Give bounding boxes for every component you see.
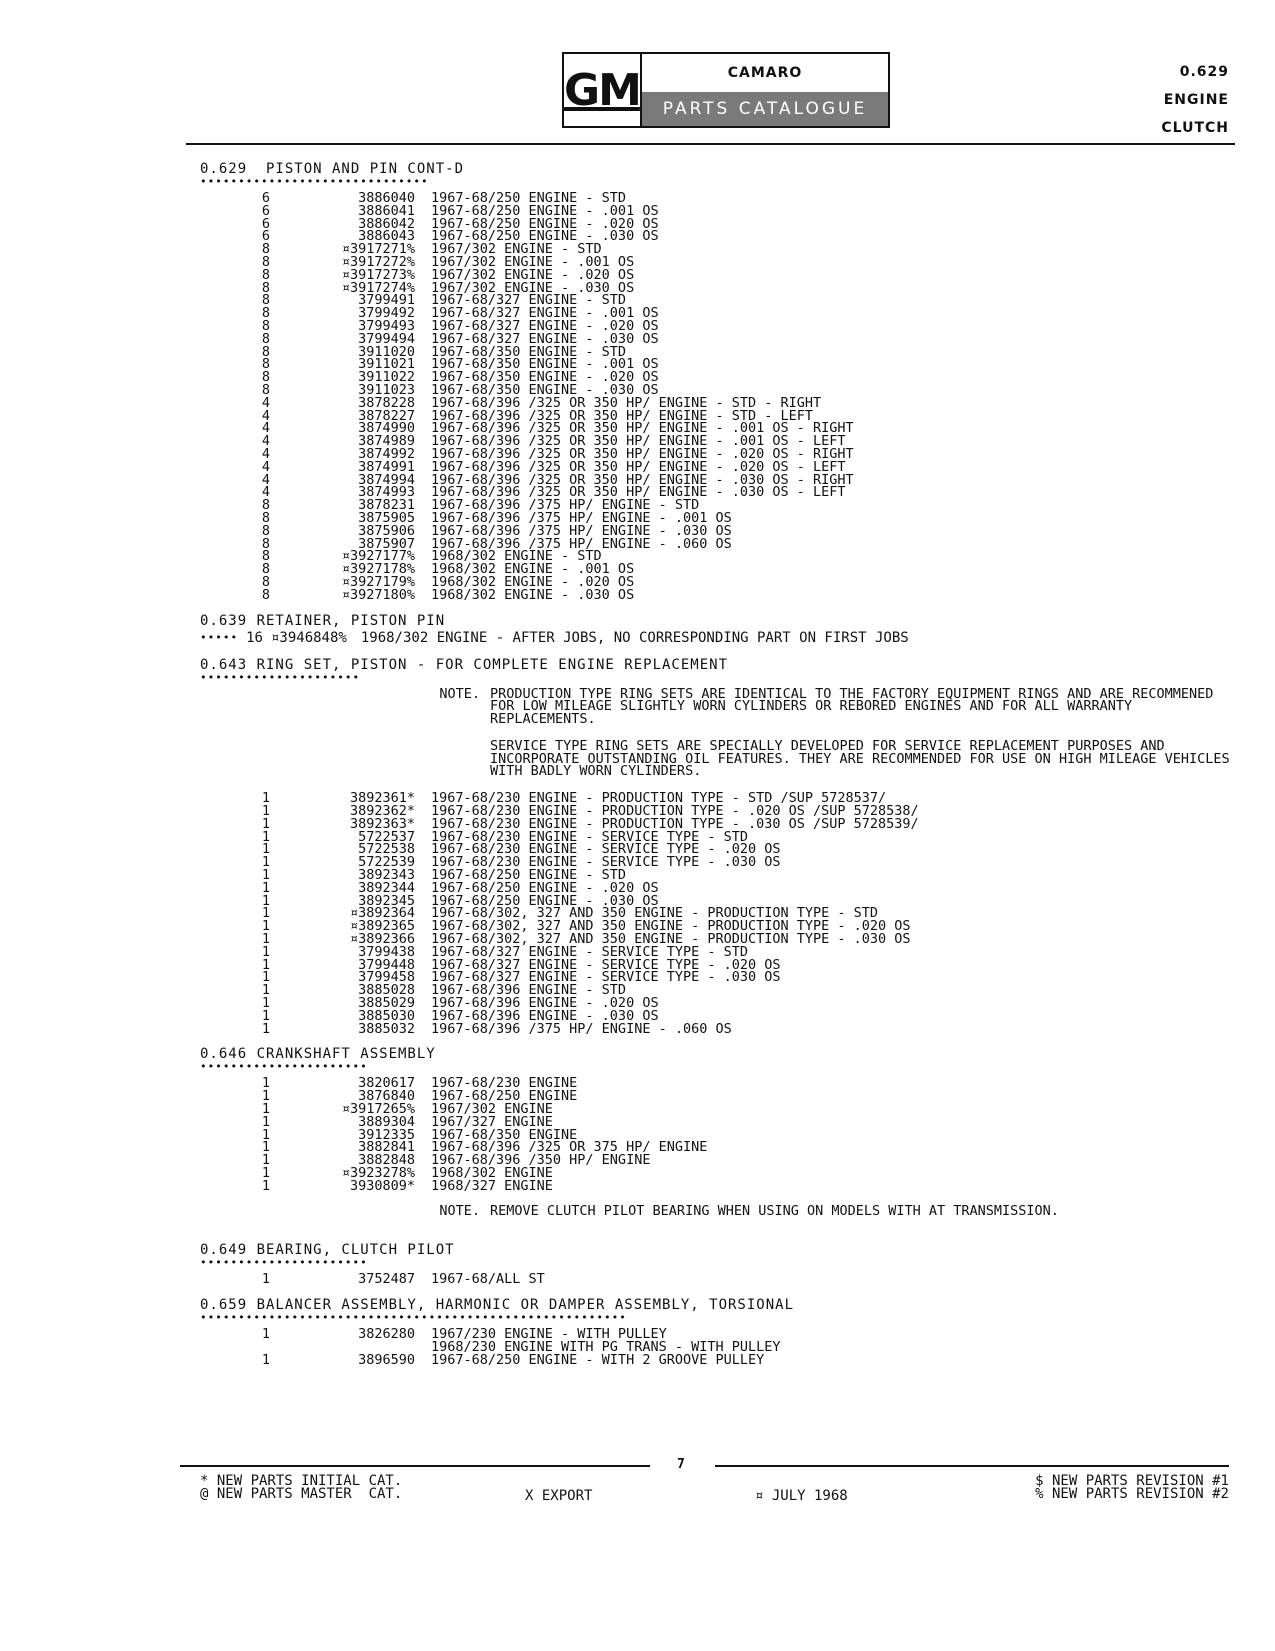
section-title: 0.643 RING SET, PISTON - FOR COMPLETE ENGINE REPLACEMENT bbox=[200, 656, 729, 673]
part-number: 5722537 bbox=[358, 828, 415, 845]
part-description: 1968/230 ENGINE WITH PG TRANS - WITH PULLEY bbox=[431, 1338, 781, 1355]
quantity: 1 bbox=[261, 918, 270, 935]
quantity: 8 bbox=[261, 330, 270, 347]
part-description: 1968/302 ENGINE - .020 OS bbox=[431, 573, 635, 590]
quantity: 1 bbox=[261, 1326, 270, 1343]
parts-row bbox=[200, 307, 1240, 320]
parts-row bbox=[200, 586, 1240, 603]
section-note bbox=[200, 685, 1240, 793]
quantity: 4 bbox=[261, 420, 270, 437]
part-number: 3874991 bbox=[358, 458, 415, 475]
quantity: 4 bbox=[261, 471, 270, 488]
quantity: 8 bbox=[261, 317, 270, 334]
quantity: 4 bbox=[261, 445, 270, 462]
legend-initial-cat: * NEW PARTS INITIAL CAT. bbox=[200, 1473, 403, 1489]
parts-row bbox=[200, 1177, 1240, 1194]
part-description: 1967/302 ENGINE - .001 OS bbox=[431, 253, 635, 270]
model-name: CAMARO bbox=[727, 65, 803, 81]
quantity: 8 bbox=[261, 561, 270, 578]
part-number: 3875905 bbox=[358, 509, 415, 526]
part-number: 3892345 bbox=[358, 892, 415, 909]
part-number: 3878227 bbox=[358, 407, 415, 424]
parts-row bbox=[200, 869, 1240, 882]
part-description: 1968/302 ENGINE bbox=[431, 1165, 553, 1181]
part-number: ¤3917273% bbox=[341, 266, 415, 283]
part-number: 3911022 bbox=[358, 369, 415, 386]
part-number: 5722538 bbox=[358, 841, 415, 858]
part-number: ¤3946848% bbox=[270, 629, 347, 646]
note-text bbox=[490, 685, 1240, 793]
part-description: 1967-68/396 ENGINE - .020 OS bbox=[431, 995, 659, 1012]
part-number: ¤3927180% bbox=[341, 586, 415, 603]
parts-row bbox=[200, 997, 1240, 1010]
part-number: 3911023 bbox=[358, 381, 415, 398]
gm-logo-text: GM bbox=[564, 64, 640, 116]
quantity: 6 bbox=[261, 202, 270, 219]
part-description: 1967/302 ENGINE - .020 OS bbox=[431, 266, 635, 283]
quantity: 8 bbox=[261, 509, 270, 526]
quantity: 1 bbox=[261, 879, 270, 896]
legend-left bbox=[200, 1475, 402, 1501]
quantity: 8 bbox=[261, 522, 270, 539]
part-description: 1967-68/327 ENGINE - SERVICE TYPE - .020 OS bbox=[431, 956, 781, 973]
quantity: 1 bbox=[261, 956, 270, 973]
part-number: 3886042 bbox=[358, 215, 415, 232]
part-description: 1967-68/302, 327 AND 350 ENGINE - PRODUCTION TYPE - STD bbox=[431, 905, 879, 922]
quantity: 1 bbox=[261, 1101, 270, 1118]
parts-listing bbox=[200, 160, 1240, 1377]
section-title: 0.639 RETAINER, PISTON PIN bbox=[200, 612, 446, 629]
part-number: 3886041 bbox=[358, 202, 415, 219]
quantity: 4 bbox=[261, 394, 270, 411]
parts-row bbox=[200, 202, 1240, 219]
part-description: 1968/327 ENGINE bbox=[431, 1177, 553, 1194]
part-number: 3874990 bbox=[358, 420, 415, 437]
quantity: 16 bbox=[246, 629, 263, 646]
parts-row bbox=[200, 879, 1240, 896]
part-description: 1967-68/396 /375 HP/ ENGINE - .030 OS bbox=[431, 522, 732, 539]
parts-row bbox=[200, 971, 1240, 984]
part-description: 1967-68/250 ENGINE - STD bbox=[431, 867, 627, 884]
part-description: 1967-68/250 ENGINE - .020 OS bbox=[431, 879, 659, 896]
parts-row bbox=[200, 343, 1240, 360]
part-description: 1967-68/327 ENGINE - SERVICE TYPE - STD bbox=[431, 943, 748, 960]
part-description: 1967-68/250 ENGINE - STD bbox=[431, 190, 627, 206]
part-number: ¤3923278% bbox=[341, 1165, 415, 1181]
part-number: 3882841 bbox=[358, 1139, 415, 1156]
quantity: 8 bbox=[261, 497, 270, 514]
parts-row bbox=[200, 215, 1240, 232]
quantity bbox=[200, 1341, 270, 1354]
quantity: 1 bbox=[261, 1075, 270, 1092]
parts-row bbox=[200, 1103, 1240, 1116]
part-description: 1967-68/396 /375 HP/ ENGINE - STD bbox=[431, 497, 700, 514]
section-title: 0.629 PISTON AND PIN CONT-D bbox=[200, 161, 465, 177]
quantity: 1 bbox=[261, 931, 270, 948]
quantity: 8 bbox=[261, 279, 270, 296]
quantity: 1 bbox=[261, 905, 270, 922]
catalogue-date: ¤ JULY 1968 bbox=[755, 1488, 848, 1504]
note-label: NOTE. bbox=[439, 685, 480, 702]
part-description: 1967/327 ENGINE bbox=[431, 1113, 553, 1130]
parts-row bbox=[200, 1273, 1240, 1286]
note-paragraph: PRODUCTION TYPE RING SETS ARE IDENTICAL TO THE FACTORY EQUIPMENT RINGS AND ARE RECOMMENED FOR LOW MILEAGE SLIGHTLY WORN CYLINDERS OR REBORED ENGINES AND FOR ALL WARRANTY REPLACEMENTS. bbox=[490, 685, 1214, 728]
part-description: 1967/302 ENGINE bbox=[431, 1101, 553, 1118]
footer-rule-right bbox=[715, 1465, 1229, 1467]
part-description: 1967-68/396 /325 OR 350 HP/ ENGINE - STD - RIGHT bbox=[431, 394, 822, 411]
part-number: ¤3917265% bbox=[341, 1101, 415, 1118]
quantity: 8 bbox=[261, 535, 270, 552]
part-number: 3892343 bbox=[358, 867, 415, 884]
catalogue-section bbox=[200, 656, 1240, 1036]
quantity: 4 bbox=[261, 484, 270, 501]
part-number: 3892363* bbox=[349, 815, 415, 832]
part-number: 3892362* bbox=[349, 803, 415, 820]
quantity: 8 bbox=[261, 253, 270, 270]
part-number: 5722539 bbox=[358, 854, 415, 871]
part-description: 1967-68/250 ENGINE - WITH 2 GROOVE PULLEY bbox=[431, 1351, 765, 1368]
part-number: 3885030 bbox=[358, 1007, 415, 1024]
part-number: 3875906 bbox=[358, 522, 415, 539]
parts-row bbox=[200, 192, 1240, 205]
quantity: 4 bbox=[261, 458, 270, 475]
legend-master-cat: @ NEW PARTS MASTER CAT. bbox=[200, 1486, 403, 1502]
part-number: 3799491 bbox=[358, 292, 415, 309]
quantity: 1 bbox=[261, 969, 270, 986]
part-number: 3885029 bbox=[358, 995, 415, 1012]
legend-revision-1: $ NEW PARTS REVISION #1 bbox=[1035, 1473, 1229, 1489]
part-description: 1967-68/327 ENGINE - .001 OS bbox=[431, 305, 659, 322]
part-number: 3874994 bbox=[358, 471, 415, 488]
dot-leader: ••••• bbox=[200, 630, 239, 644]
part-description: 1967-68/396 /325 OR 350 HP/ ENGINE - STD - LEFT bbox=[431, 407, 814, 424]
legend-export: X EXPORT bbox=[525, 1488, 593, 1504]
quantity: 8 bbox=[261, 586, 270, 603]
part-description: 1967/302 ENGINE - .030 OS bbox=[431, 279, 635, 296]
section-note bbox=[200, 1202, 1240, 1232]
part-number: 3799458 bbox=[358, 969, 415, 986]
catalogue-section bbox=[200, 1045, 1240, 1231]
part-number: 3874992 bbox=[358, 445, 415, 462]
part-description: 1967-68/250 ENGINE bbox=[431, 1088, 578, 1105]
part-number: 3799448 bbox=[358, 956, 415, 973]
part-description: 1967-68/396 /350 HP/ ENGINE bbox=[431, 1152, 651, 1169]
parts-row bbox=[200, 1351, 1240, 1368]
part-number: 3912335 bbox=[358, 1126, 415, 1143]
part-description: 1967-68/327 ENGINE - .020 OS bbox=[431, 317, 659, 334]
parts-row bbox=[200, 1020, 1240, 1037]
part-number: 3799492 bbox=[358, 305, 415, 322]
parts-row bbox=[200, 358, 1240, 371]
dot-leader: •••••••••••••••••••••• bbox=[200, 1256, 368, 1270]
page-number: 7 bbox=[677, 1457, 685, 1472]
parts-row bbox=[200, 279, 1240, 296]
quantity: 1 bbox=[261, 982, 270, 999]
part-description: 1967-68/396 /375 HP/ ENGINE - .060 OS bbox=[431, 535, 732, 552]
part-description: 1967-68/230 ENGINE - PRODUCTION TYPE - .020 OS /SUP 5728538/ bbox=[431, 803, 919, 820]
header-rule bbox=[186, 143, 1235, 145]
parts-row bbox=[200, 1113, 1240, 1130]
part-description: 1967-68/250 ENGINE - .001 OS bbox=[431, 202, 659, 219]
part-description: 1967-68/396 /325 OR 350 HP/ ENGINE - .001 OS - LEFT bbox=[431, 433, 846, 450]
part-description: 1967-68/396 /325 OR 350 HP/ ENGINE - .001 OS - RIGHT bbox=[431, 420, 854, 437]
part-description: 1967-68/230 ENGINE - SERVICE TYPE - .030 OS bbox=[431, 854, 781, 871]
part-description: 1967-68/250 ENGINE - .020 OS bbox=[431, 215, 659, 232]
part-description: 1967/302 ENGINE - STD bbox=[431, 241, 602, 258]
part-number: ¤3892365 bbox=[349, 918, 415, 935]
part-number: 3911020 bbox=[358, 343, 415, 360]
quantity: 1 bbox=[261, 815, 270, 832]
quantity: 8 bbox=[261, 292, 270, 309]
part-description: 1967-68/396 /325 OR 350 HP/ ENGINE - .030 OS - RIGHT bbox=[431, 471, 854, 488]
quantity: 8 bbox=[261, 548, 270, 565]
header-section-info bbox=[1161, 58, 1229, 142]
footer-rule-left bbox=[180, 1465, 650, 1467]
part-description: 1967-68/350 ENGINE - STD bbox=[431, 343, 627, 360]
part-description: 1967-68/350 ENGINE - .020 OS bbox=[431, 369, 659, 386]
quantity: 1 bbox=[261, 1177, 270, 1194]
parts-row bbox=[200, 1077, 1240, 1090]
quantity: 4 bbox=[261, 407, 270, 424]
quantity: 1 bbox=[261, 790, 270, 807]
part-number: 3878231 bbox=[358, 497, 415, 514]
header-subgroup: CLUTCH bbox=[1161, 120, 1229, 136]
part-description: 1967-68/350 ENGINE - .001 OS bbox=[431, 356, 659, 373]
part-description: 1967-68/230 ENGINE - SERVICE TYPE - .020 OS bbox=[431, 841, 781, 858]
quantity: 8 bbox=[261, 356, 270, 373]
part-number: ¤3917272% bbox=[341, 253, 415, 270]
catalogue-section bbox=[200, 612, 1240, 646]
quantity: 8 bbox=[261, 305, 270, 322]
quantity: 1 bbox=[261, 1113, 270, 1130]
catalogue-section bbox=[200, 1241, 1240, 1286]
gm-logo-block bbox=[562, 52, 890, 128]
part-number: 3892344 bbox=[358, 879, 415, 896]
parts-row bbox=[200, 1141, 1240, 1154]
note-label: NOTE. bbox=[439, 1202, 480, 1219]
quantity: 1 bbox=[261, 1152, 270, 1169]
parts-row bbox=[200, 1126, 1240, 1143]
quantity: 1 bbox=[261, 1271, 270, 1288]
quantity: 6 bbox=[261, 228, 270, 245]
part-number: 3911021 bbox=[358, 356, 415, 373]
note-paragraph: SERVICE TYPE RING SETS ARE SPECIALLY DEVELOPED FOR SERVICE REPLACEMENT PURPOSES AND INCORPORATE OUTSTANDING OIL FEATURES. THEY ARE RECOMMENDED FOR USE ON HIGH MILEAGE VEHICLES WITH BADLY WORN CYLINDERS. bbox=[490, 737, 1230, 780]
parts-row bbox=[200, 984, 1240, 997]
part-number: 3896590 bbox=[358, 1351, 415, 1368]
part-description: 1967-68/302, 327 AND 350 ENGINE - PRODUCTION TYPE - .030 OS bbox=[431, 931, 911, 948]
part-number: ¤3927177% bbox=[341, 548, 415, 565]
part-number: 3820617 bbox=[358, 1075, 415, 1092]
part-number: 3882848 bbox=[358, 1152, 415, 1169]
part-number: 3889304 bbox=[358, 1113, 415, 1130]
quantity: 6 bbox=[261, 190, 270, 206]
section-title: 0.659 BALANCER ASSEMBLY, HARMONIC OR DAMPER ASSEMBLY, TORSIONAL bbox=[200, 1297, 795, 1314]
section-title: 0.646 CRANKSHAFT ASSEMBLY bbox=[200, 1046, 436, 1063]
quantity: 1 bbox=[261, 943, 270, 960]
part-number: ¤3927178% bbox=[341, 561, 415, 578]
part-number: 3799438 bbox=[358, 943, 415, 960]
quantity: 4 bbox=[261, 433, 270, 450]
quantity: 1 bbox=[261, 1139, 270, 1156]
part-number: ¤3917274% bbox=[341, 279, 415, 296]
legend-right bbox=[1035, 1475, 1229, 1501]
parts-row bbox=[200, 630, 1240, 646]
quantity: 8 bbox=[261, 241, 270, 258]
catalogue-name: PARTS CATALOGUE bbox=[642, 92, 888, 126]
part-number: 3752487 bbox=[358, 1271, 415, 1288]
quantity: 1 bbox=[261, 828, 270, 845]
header-code: 0.629 bbox=[1179, 64, 1229, 80]
part-description: 1967-68/396 ENGINE - .030 OS bbox=[431, 1007, 659, 1024]
catalogue-section bbox=[200, 1296, 1240, 1366]
part-number: ¤3892364 bbox=[349, 905, 415, 922]
part-number: ¤3917271% bbox=[341, 241, 415, 258]
quantity: 1 bbox=[261, 1165, 270, 1181]
note-paragraph: REMOVE CLUTCH PILOT BEARING WHEN USING ON MODELS WITH AT TRANSMISSION. bbox=[490, 1202, 1059, 1219]
quantity: 1 bbox=[261, 1351, 270, 1368]
quantity: 1 bbox=[261, 1088, 270, 1105]
dot-leader: •••••••••••••••••••••••••••••• bbox=[200, 175, 429, 188]
part-description: 1967-68/230 ENGINE - PRODUCTION TYPE - .030 OS /SUP 5728539/ bbox=[431, 815, 919, 832]
part-number: 3799493 bbox=[358, 317, 415, 334]
parts-row bbox=[200, 856, 1240, 869]
quantity: 6 bbox=[261, 215, 270, 232]
part-description: 1967-68/327 ENGINE - SERVICE TYPE - .030 OS bbox=[431, 969, 781, 986]
part-description: 1967-68/396 ENGINE - STD bbox=[431, 982, 627, 999]
part-description: 1967-68/230 ENGINE bbox=[431, 1075, 578, 1092]
quantity: 1 bbox=[261, 892, 270, 909]
part-number: 3930809* bbox=[349, 1177, 415, 1194]
catalogue-section bbox=[200, 160, 1240, 602]
part-description: 1968/302 ENGINE - STD bbox=[431, 548, 602, 565]
quantity: 1 bbox=[261, 995, 270, 1012]
part-description: 1967/230 ENGINE - WITH PULLEY bbox=[431, 1326, 667, 1343]
part-number: ¤3927179% bbox=[341, 573, 415, 590]
dot-leader: •••••••••••••••••••••••••••••••••••••••••••••••••••••••• bbox=[200, 1311, 627, 1325]
parts-row bbox=[200, 330, 1240, 347]
part-description: 1967-68/396 /325 OR 350 HP/ ENGINE - .020 OS - RIGHT bbox=[431, 445, 854, 462]
part-number: 3886040 bbox=[358, 190, 415, 206]
legend-revision-2: % NEW PARTS REVISION #2 bbox=[1035, 1486, 1229, 1502]
quantity: 8 bbox=[261, 369, 270, 386]
part-description: 1967-68/327 ENGINE - .030 OS bbox=[431, 330, 659, 347]
part-description: 1968/302 ENGINE - .030 OS bbox=[431, 586, 635, 603]
part-description: 1967-68/396 /375 HP/ ENGINE - .001 OS bbox=[431, 509, 732, 526]
part-number: ¤3892366 bbox=[349, 931, 415, 948]
part-number: 3886043 bbox=[358, 228, 415, 245]
header-group: ENGINE bbox=[1163, 92, 1229, 108]
part-description: 1967-68/250 ENGINE - .030 OS bbox=[431, 892, 659, 909]
part-number: 3885028 bbox=[358, 982, 415, 999]
quantity: 1 bbox=[261, 1126, 270, 1143]
part-description: 1968/302 ENGINE - .001 OS bbox=[431, 561, 635, 578]
parts-row bbox=[200, 371, 1240, 384]
quantity: 1 bbox=[261, 854, 270, 871]
gm-logo bbox=[564, 54, 642, 126]
part-description: 1967-68/396 /375 HP/ ENGINE - .060 OS bbox=[431, 1020, 732, 1037]
parts-row bbox=[200, 317, 1240, 334]
part-description: 1967-68/ALL ST bbox=[431, 1271, 545, 1288]
part-number: 3885032 bbox=[358, 1020, 415, 1037]
part-number: 3876840 bbox=[358, 1088, 415, 1105]
quantity: 1 bbox=[261, 1007, 270, 1024]
part-number: 3878228 bbox=[358, 394, 415, 411]
quantity: 1 bbox=[261, 867, 270, 884]
quantity: 1 bbox=[261, 1020, 270, 1037]
dot-leader: ••••••••••••••••••••• bbox=[200, 670, 361, 684]
section-title: 0.649 BEARING, CLUTCH PILOT bbox=[200, 1242, 455, 1259]
part-description: 1967-68/302, 327 AND 350 ENGINE - PRODUCTION TYPE - .020 OS bbox=[431, 918, 911, 935]
note-text bbox=[490, 1202, 1240, 1232]
quantity: 8 bbox=[261, 573, 270, 590]
parts-row bbox=[200, 294, 1240, 307]
part-description: 1967-68/350 ENGINE bbox=[431, 1126, 578, 1143]
part-description: 1967-68/230 ENGINE - PRODUCTION TYPE - STD /SUP 5728537/ bbox=[431, 790, 887, 807]
part-number: 3875907 bbox=[358, 535, 415, 552]
part-description: 1967-68/350 ENGINE - .030 OS bbox=[431, 381, 659, 398]
part-number: 3874989 bbox=[358, 433, 415, 450]
quantity: 1 bbox=[261, 841, 270, 858]
part-description: 1967-68/396 /325 OR 375 HP/ ENGINE bbox=[431, 1139, 708, 1156]
part-number: 3892361* bbox=[349, 790, 415, 807]
part-description: 1967-68/396 /325 OR 350 HP/ ENGINE - .020 OS - LEFT bbox=[431, 458, 846, 475]
part-description: 1967-68/396 /325 OR 350 HP/ ENGINE - .030 OS - LEFT bbox=[431, 484, 846, 501]
quantity: 8 bbox=[261, 266, 270, 283]
quantity: 8 bbox=[261, 381, 270, 398]
quantity: 8 bbox=[261, 343, 270, 360]
quantity: 1 bbox=[261, 803, 270, 820]
part-description: 1967-68/327 ENGINE - STD bbox=[431, 292, 627, 309]
part-description: 1967-68/230 ENGINE - SERVICE TYPE - STD bbox=[431, 828, 748, 845]
part-number: 3799494 bbox=[358, 330, 415, 347]
catalogue-title-block bbox=[642, 54, 888, 126]
part-description: 1967-68/250 ENGINE - .030 OS bbox=[431, 228, 659, 245]
part-description: 1968/302 ENGINE - AFTER JOBS, NO CORRESPONDING PART ON FIRST JOBS bbox=[360, 629, 909, 646]
part-number: 3874993 bbox=[358, 484, 415, 501]
parts-row bbox=[200, 486, 1240, 499]
dot-leader: •••••••••••••••••••••• bbox=[200, 1060, 368, 1074]
part-number: 3826280 bbox=[358, 1326, 415, 1343]
